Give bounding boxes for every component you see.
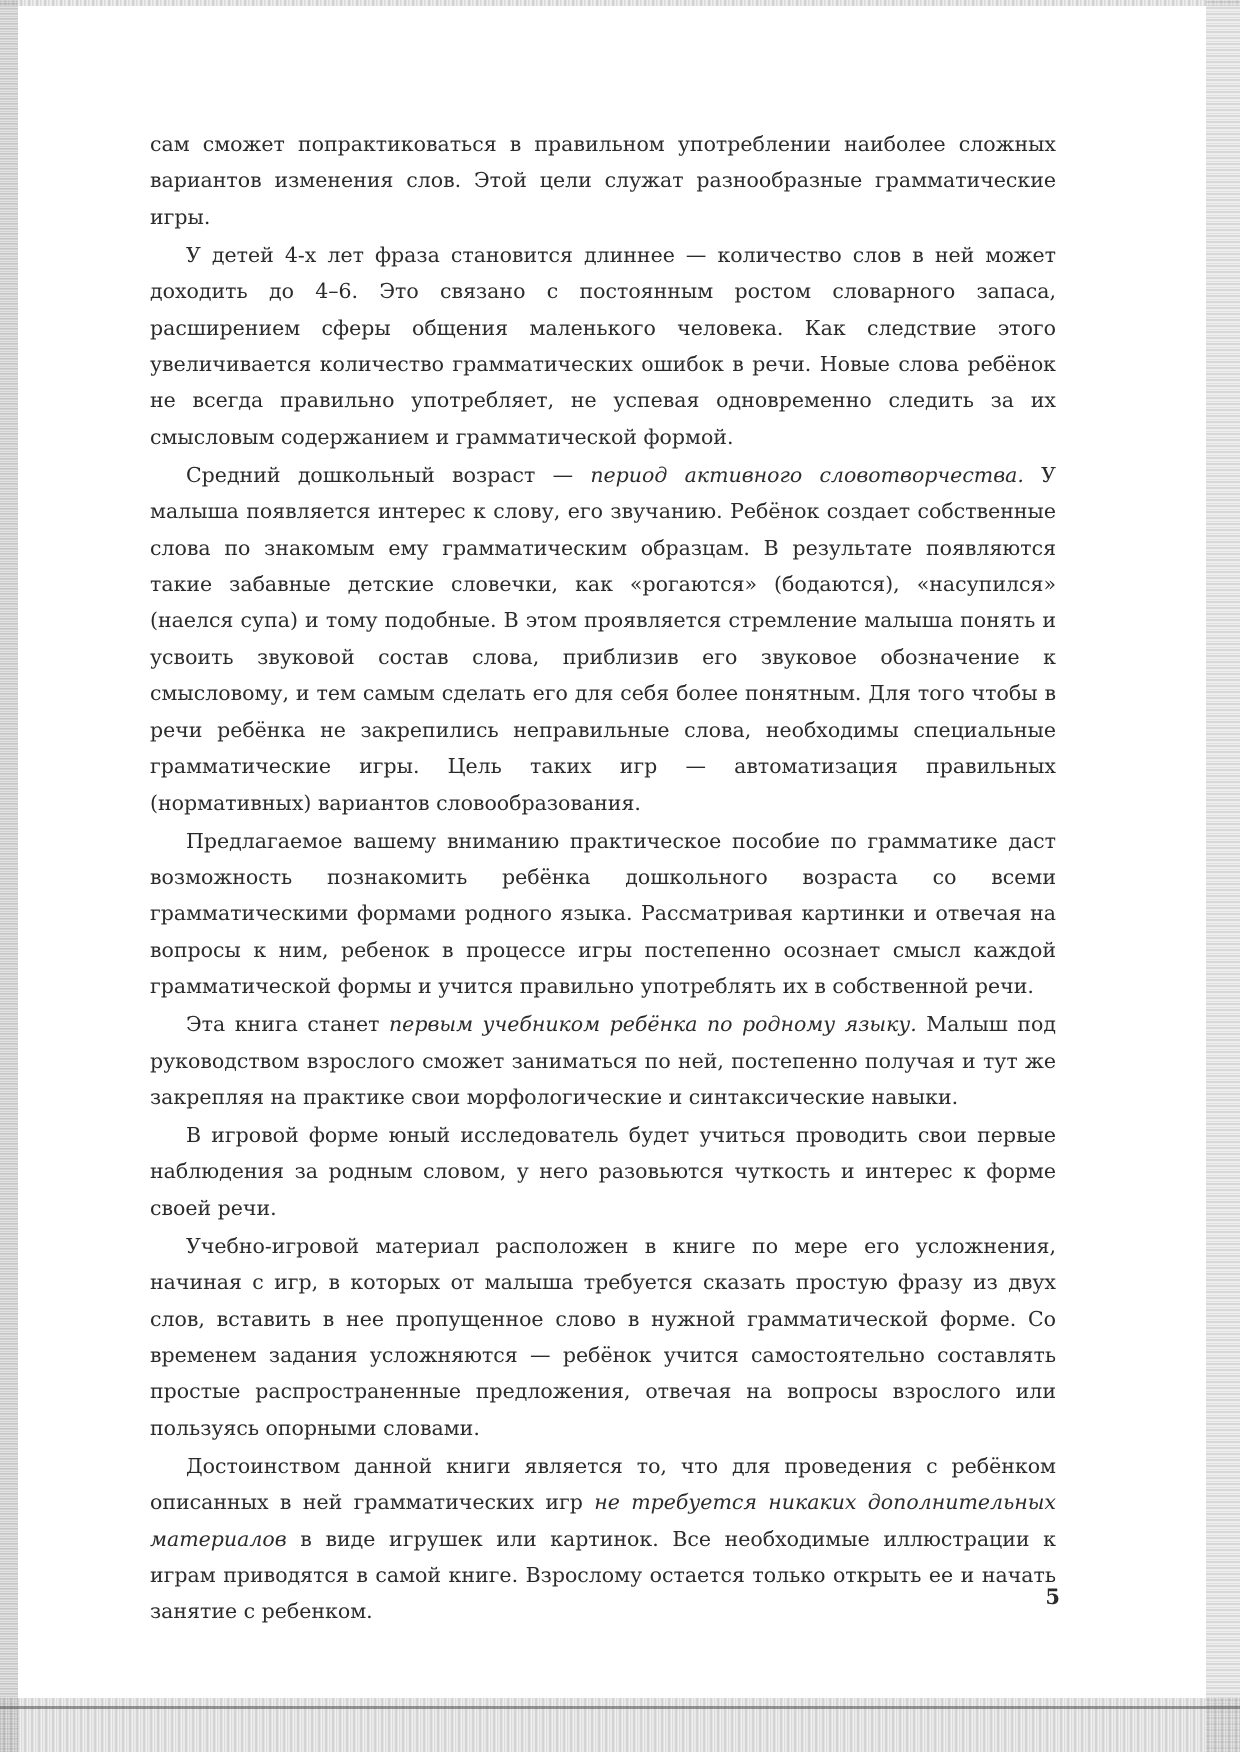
paragraph [150, 457, 1056, 821]
paragraph-text: Учебно-игровой материал расположен в книге по мере его усложнения, начиная с игр, в которых от малыша требуется сказать простую фразу из двух слов, вставить в нее пропущенное слово в нужной грамматической форме. Со временем задания усложняются — ребёнок учится самостоятельно составлять простые распространенные предложения, отвечая на вопросы взрослого или пользуясь опорными словами. [150, 1233, 1056, 1440]
paragraph-text: У детей 4-х лет фраза становится длиннее — количество слов в ней может доходить до 4–6. Это связано с постоянным ростом словарного запаса, расширением сферы общения маленького человека. Как следствие этого увеличивается количество грамматических ошибок в речи. Новые слова ребёнок не всегда правильно употребляет, не успевая одновременно следить за их смысловым содержанием и грамматической формой. [150, 242, 1056, 449]
paragraph-text: Малыш под руководством взрослого сможет заниматься по ней, постепенно получая и тут же закрепляя на практике свои морфологические и синтаксические навыки. [150, 1012, 1056, 1109]
paragraph [150, 1448, 1056, 1630]
paragraph-text: Эта книга станет [186, 1012, 389, 1037]
page-edge-line [0, 1706, 1240, 1709]
paragraph-text: в виде игрушек или картинок. Все необходимые иллюстрации к играм приводятся в самой книге. Взрослому остается только открыть ее и начать занятие с ребенком. [150, 1526, 1056, 1624]
paragraph-text: Средний дошкольный возраст — [186, 462, 591, 487]
page-number: 5 [1045, 1584, 1060, 1609]
paragraph-text: сам сможет попрактиковаться в правильном употреблении наиболее сложных вариантов изменения слов. Этой цели служат разнообразные грамматические игры. [150, 132, 1056, 229]
paragraph [150, 1228, 1056, 1446]
paragraph-text: Достоинством данной книги является то, что для проведения с ребёнком описанных в ней грамматических игр [150, 1453, 1056, 1515]
paragraph-text: Предлагаемое вашему вниманию практическое пособие по грамматике даст возможность познакомить ребёнка дошкольного возраста со всеми грамматическими формами родного языка. Рассматривая картинки и отвечая на вопросы к ним, ребенок в процессе игры постепенно осознает смысл каждой грамматической формы и учится правильно употреблять их в собственной речи. [150, 828, 1056, 999]
scan-border-left [0, 0, 18, 1752]
paragraph-italic-text: первым учебником ребёнка по родному языку. [388, 1012, 917, 1037]
paragraph-italic-text: период активного словотворчества. [590, 462, 1024, 487]
scan-border-right [1206, 0, 1240, 1752]
scan-border-top [0, 0, 1240, 6]
paragraph [150, 126, 1056, 235]
paragraph-italic-text: не требуется никаких дополнительных материалов [150, 1490, 1056, 1551]
paragraph [150, 237, 1056, 455]
paragraph [150, 1006, 1056, 1115]
paragraph [150, 1117, 1056, 1226]
paragraph [150, 823, 1056, 1005]
paragraph-text: У малыша появляется интерес к слову, его звучанию. Ребёнок создает собственные слова по знакомым ему грамматическим образцам. В результате появляются такие забавные детские словечки, как «рогаются» (бодаются), «насупился» (наелся супа) и тому подобные. В этом проявляется стремление малыша понять и усвоить звуковой состав слова, приблизив его звуковое обозначение к смысловому, и тем самым сделать его для себя более понятным. Для того чтобы в речи ребёнка не закрепились неправильные слова, необходимы специальные грамматические игры. Цель таких игр — автоматизация правильных (нормативных) вариантов словообразования. [150, 462, 1056, 815]
paragraph-text: В игровой форме юный исследователь будет учиться проводить свои первые наблюдения за родным словом, у него разовьются чуткость и интерес к форме своей речи. [150, 1122, 1056, 1220]
body-text [150, 126, 1056, 1631]
